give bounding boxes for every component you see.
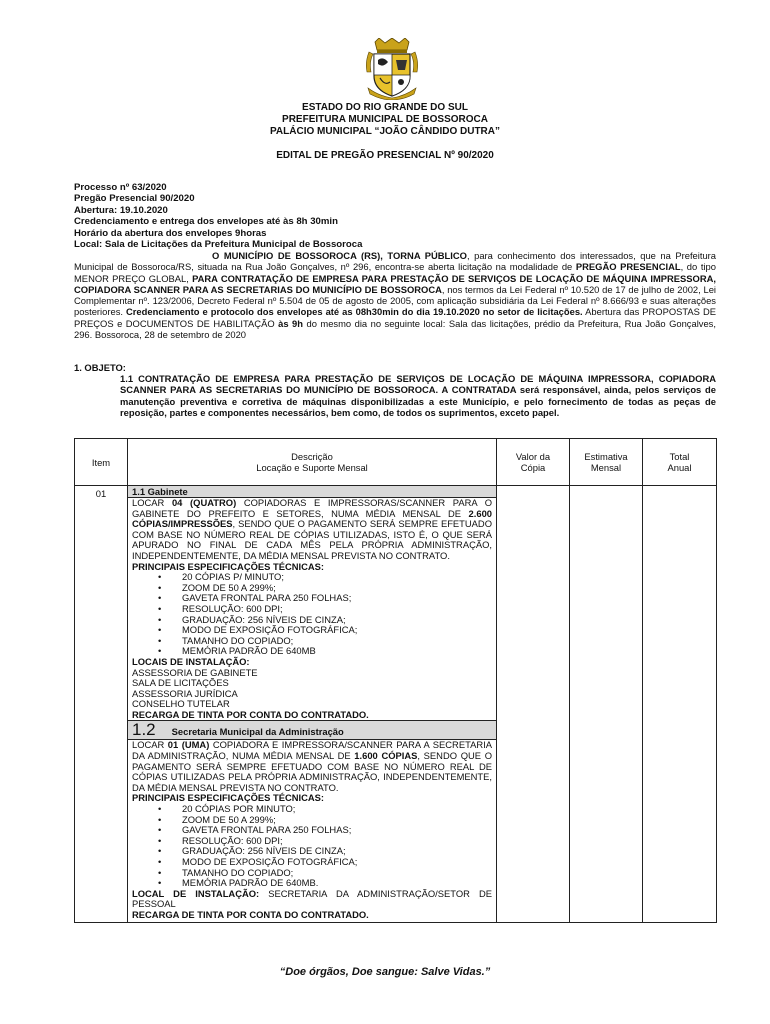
- list-item: • 20 CÓPIAS POR MINUTO;: [182, 804, 492, 815]
- group-administracao-title: [128, 720, 496, 740]
- g2-local: [132, 889, 492, 910]
- header-item-label: Item: [91, 456, 111, 468]
- header-desc-line2: Locação e Suporte Mensal: [256, 462, 368, 473]
- header-total-line2: Anual: [667, 462, 692, 473]
- list-item: • RESOLUÇÃO: 600 DPI;: [182, 604, 492, 615]
- group-gabinete-text: [132, 498, 492, 562]
- header-est-line1: Estimativa: [584, 451, 628, 462]
- list-item: • TAMANHO DO COPIADO;: [182, 868, 492, 879]
- header-item: [75, 439, 128, 486]
- g2-number: 1.2: [132, 720, 156, 740]
- item-description-cell: [128, 486, 497, 923]
- table-header-row: [75, 439, 717, 486]
- g2-title: Secretaria Municipal da Administração: [171, 726, 344, 738]
- g2-t5: , SENDO QUE O PAGAMENTO SERÁ SEMPRE EFETUADO COM BASE NO NÚMERO REAL DE CÓPIAS UTILIZADAS PELA PRÓPRIA ADMINISTRAÇÃO, INDEPENDENTEMENTE, DA MÉDIA MENSAL PREVISTA NO CONTRATO.: [132, 750, 492, 793]
- list-item: • GAVETA FRONTAL PARA 250 FOLHAS;: [182, 593, 492, 604]
- item-number-cell: [75, 486, 128, 923]
- g1-local-title: LOCAIS DE INSTALAÇÃO:: [132, 655, 250, 667]
- g2-local-title: LOCAL DE INSTALAÇÃO:: [132, 887, 260, 899]
- g1-local-0: ASSESSORIA DE GABINETE: [132, 666, 258, 678]
- intro-hora: às 9h: [278, 317, 303, 329]
- list-item: • MEMÓRIA PADRÃO DE 640MB: [182, 646, 492, 657]
- header-valor-line2: Cópia: [520, 462, 546, 473]
- list-item: • GAVETA FRONTAL PARA 250 FOLHAS;: [182, 825, 492, 836]
- header-valor: [497, 439, 570, 486]
- g2-t1: LOCAR: [132, 739, 168, 751]
- g1-t5: , SENDO QUE O PAGAMENTO SERÁ SEMPRE EFETUADO COM BASE NO NÚMERO REAL DE CÓPIAS UTILIZADAS, ISTO É, O QUE SERÁ APURADO NO FINAL DE CADA MÊS PELA PRÓPRIA ADMINISTRAÇÃO, INDEPENDENTEMENTE, DA MÉDIA MENSAL PREVISTA NO CONTRATO.: [132, 518, 492, 561]
- group-administracao-text: [132, 740, 492, 793]
- municipal-coat-of-arms: [365, 38, 419, 100]
- list-item: • MEMÓRIA PADRÃO DE 640MB.: [182, 878, 492, 889]
- intro-modalidade: PREGÃO PRESENCIAL: [575, 261, 681, 273]
- g1-local-3: CONSELHO TUTELAR: [132, 698, 230, 710]
- valor-cell: [497, 486, 570, 923]
- g2-t2: 01 (UMA): [167, 739, 210, 751]
- intro-text-e: do mesmo dia no seguinte local: Sala das licitações, prédio da Prefeitura, Rua João Gonçalves, 296. Bossoroca, 28 de setembro de 2020: [74, 317, 716, 341]
- g1-t4: 2.600 CÓPIAS/IMPRESSÕES: [132, 507, 492, 530]
- table-row: [75, 486, 717, 923]
- g1-recarga: RECARGA DE TINTA POR CONTA DO CONTRATADO.: [132, 708, 369, 720]
- g2-t4: 1.600 CÓPIAS: [354, 750, 418, 762]
- intro-municipio: O MUNICÍPIO DE BOSSOROCA (RS), TORNA PÚBLICO: [212, 250, 467, 261]
- header-prefeitura: PREFEITURA MUNICIPAL DE BOSSOROCA: [282, 114, 488, 125]
- footer-slogan: “Doe órgãos, Doe sangue: Salve Vidas.”: [279, 966, 491, 978]
- objeto-text: 1.1 CONTRATAÇÃO DE EMPRESA PARA PRESTAÇÃO DE SERVIÇOS DE LOCAÇÃO DE MÁQUINA IMPRESSORA, COPIADORA SCANNER PARA AS SECRETARIAS DO MUNICÍPIO DE BOSSOROCA. A CONTRATADA será responsável, ainda, pelos serviços de manutenção preventiva e corretiva de máquinas disponibilizadas a este Município, e pelo fornecimento de todas as peças de reposição, partes e componentes necessários, bem como, de todos os suprimentos, exceto papel.: [120, 373, 716, 418]
- edital-title: EDITAL DE PREGÃO PRESENCIAL Nº 90/2020: [276, 150, 494, 161]
- intro-objeto: PARA CONTRATAÇÃO DE EMPRESA PARA PRESTAÇÃO DE SERVIÇOS DE LOCAÇÃO DE MÁQUINA IMPRESSORA, COPIADORA SCANNER PARA AS SECRETARIAS DO MUNICÍPIO DE BOSSOROCA: [74, 272, 716, 295]
- list-item: • MODO DE EXPOSIÇÃO FOTOGRÁFICA;: [182, 857, 492, 868]
- header-desc-line1: Descrição: [291, 451, 333, 462]
- items-table: [74, 438, 717, 923]
- intro-text-d: Abertura das PROPOSTAS DE PREÇOS e DOCUMENTOS DE HABILITAÇÃO: [74, 306, 716, 329]
- info-local: Local: Sala de Licitações da Prefeitura Municipal de Bossoroca: [74, 239, 363, 251]
- group-gabinete-title: 1.1 Gabinete: [128, 486, 496, 498]
- info-credenciamento: Credenciamento e entrega dos envelopes até às 8h 30min: [74, 216, 338, 228]
- list-item: • GRADUAÇÃO: 256 NÍVEIS DE CINZA;: [182, 846, 492, 857]
- g2-t3: COPIADORA E IMPRESSORA/SCANNER PARA A SECRETARIA DA ADMINISTRAÇÃO, NUMA MÉDIA MENSAL DE: [132, 739, 492, 762]
- info-horario: Horário da abertura dos envelopes 9horas: [74, 227, 267, 239]
- g2-recarga: RECARGA DE TINTA POR CONTA DO CONTRATADO.: [132, 908, 369, 920]
- header-descricao: [128, 439, 497, 486]
- intro-credenciamento: Credenciamento e protocolo dos envelopes até as 08h30min do dia 19.10.2020 no setor de licitações.: [126, 306, 583, 318]
- intro-text-b: , do tipo MENOR PREÇO GLOBAL,: [74, 261, 716, 284]
- item-number: 01: [95, 488, 107, 499]
- g1-t2: 04 (QUATRO): [171, 497, 237, 508]
- header-total: [643, 439, 717, 486]
- g1-specs-title: PRINCIPAIS ESPECIFICAÇÕES TÉCNICAS:: [132, 560, 325, 572]
- g1-local-2: ASSESSORIA JURÍDICA: [132, 687, 238, 699]
- process-info: [74, 182, 362, 250]
- g1-specs-list: [132, 572, 492, 657]
- g2-specs-list: [132, 804, 492, 889]
- list-item: • RESOLUÇÃO: 600 DPI;: [182, 836, 492, 847]
- intro-text-c: , nos termos da Lei Federal nº 10.520 de 17 de julho de 2002, Lei Complementar nº. 123/2006, Decreto Federal nº 5.504 de 05 de agosto de 2005, com aplicação subsidiária da Lei Federal nº 8.666/93 e suas alterações posteriores.: [74, 283, 716, 318]
- info-pregao: Pregão Presencial 90/2020: [74, 193, 195, 205]
- list-item: • 20 CÓPIAS P/ MINUTO;: [182, 572, 492, 583]
- header-total-line1: Total: [669, 451, 690, 462]
- list-item: • GRADUAÇÃO: 256 NÍVEIS DE CINZA;: [182, 615, 492, 626]
- total-cell: [643, 486, 717, 923]
- g1-t3: COPIADORAS E IMPRESSORAS/SCANNER PARA O GABINETE DO PREFEITO E SETORES, NUMA MÉDIA MENSAL DE: [132, 497, 493, 519]
- g2-specs-title: PRINCIPAIS ESPECIFICAÇÕES TÉCNICAS:: [132, 792, 325, 804]
- header-valor-line1: Valor da: [515, 451, 551, 462]
- list-item: • ZOOM DE 50 A 299%;: [182, 583, 492, 594]
- g1-local-1: SALA DE LICITAÇÕES: [132, 677, 229, 689]
- header-est-line2: Mensal: [590, 462, 622, 473]
- list-item: • MODO DE EXPOSIÇÃO FOTOGRÁFICA;: [182, 625, 492, 636]
- objeto-title: 1. OBJETO:: [74, 362, 126, 373]
- header-estimativa: [570, 439, 643, 486]
- list-item: • TAMANHO DO COPIADO;: [182, 636, 492, 647]
- list-item: • ZOOM DE 50 A 299%;: [182, 815, 492, 826]
- info-processo: Processo nº 63/2020: [74, 182, 167, 193]
- info-abertura: Abertura: 19.10.2020: [74, 204, 168, 216]
- header-palacio: PALÁCIO MUNICIPAL “JOÃO CÂNDIDO DUTRA”: [270, 126, 500, 137]
- g1-t1: LOCAR: [132, 497, 172, 508]
- intro-text-a: , para conhecimento dos interessados, que na Prefeitura Municipal de Bossoroca/RS, situada na Rua João Gonçalves, nº 296, encontra-se aberta licitação na modalidade de: [74, 250, 716, 273]
- intro-paragraph: [74, 250, 716, 340]
- g2-local-text: SECRETARIA DA ADMINISTRAÇÃO/SETOR DE PESSOAL: [132, 887, 492, 910]
- header-state: ESTADO DO RIO GRANDE DO SUL: [302, 102, 468, 113]
- estimativa-cell: [570, 486, 643, 923]
